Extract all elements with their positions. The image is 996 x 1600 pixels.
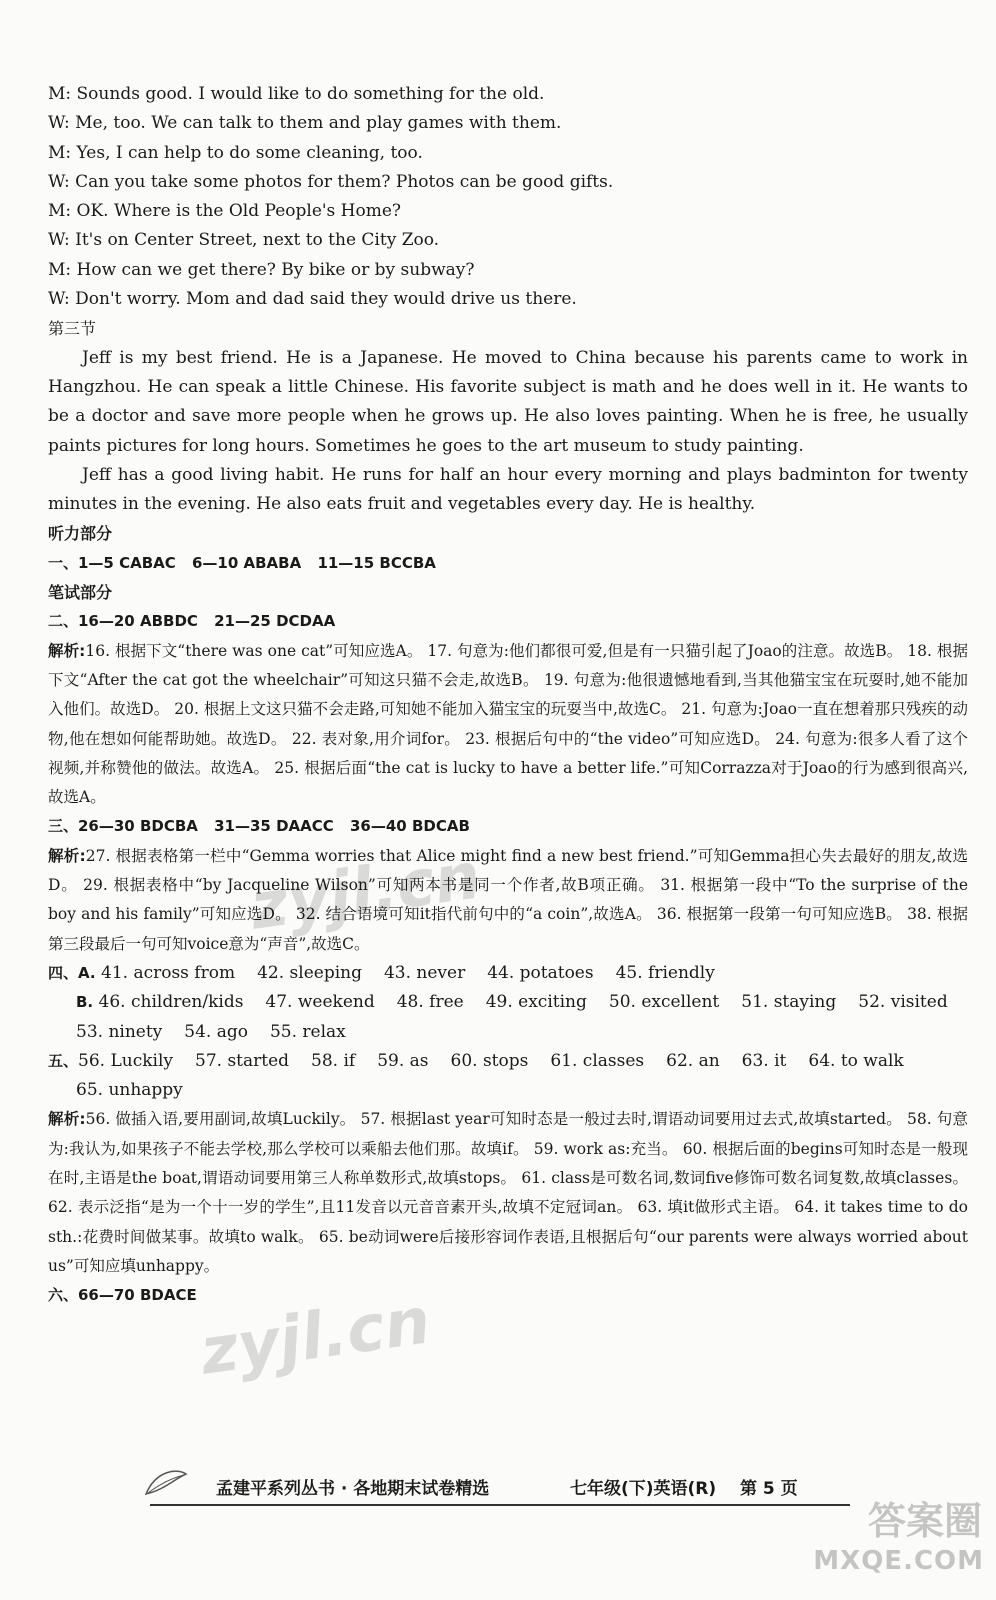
answers-6	[48, 1281, 968, 1310]
answer-group: 6—10 ABABA	[191, 553, 302, 572]
leaf-icon	[142, 1464, 188, 1504]
answer-group: 11—15 BCCBA	[317, 553, 436, 572]
footer-rule	[150, 1504, 850, 1506]
analysis-text: 56. 做插入语,要用副词,故填Luckily。 57. 根据last year可知时态是一般过去时,谓语动词要用过去式,故填started。 58. 句意为:我认为,如果孩子不能去学校,那么学校可以乘船去他们那。故填if。 59. work as:充当。 60. 根据后面的begins可知时态是一般现在时,主语是the boat,谓语动词要用第三人称单数形式,故填stops。 61. class是可数名词,数词five修饰可数名词复数,故填classes。 62. 表示泛指“是为一个十一岁的学生”,且11发音以元音音素开头,故填不定冠词an。 63. 填it做形式主语。 64. it takes time to do sth.:花费时间做某事。故填to walk。 65. be动词were后接形容词作表语,且根据后句“our parents were always worried about us”可知应填unhappy。	[48, 1110, 968, 1275]
dialogue-line: W: Can you take some photos for them? Photos can be good gifts.	[48, 171, 614, 192]
section5	[48, 1047, 968, 1076]
answer-item: 49. exciting	[485, 992, 587, 1013]
page-footer	[150, 1468, 850, 1508]
section-label: 四、A.	[48, 963, 96, 982]
section4-b	[48, 988, 968, 1017]
section-title: 第三节	[48, 319, 97, 339]
answer-item: 63. it	[741, 1050, 787, 1071]
footer-series: 孟建平系列丛书 · 各地期末试卷精选	[216, 1479, 490, 1499]
passage-paragraph: Jeff is my best friend. He is a Japanese. He moved to China because his parents came to work in Hangzhou. He can speak a little Chinese. His favorite subject is math and he does well in it. He wants to be a doctor and save more people when he grows up. He also loves painting. When he is free, he usually paints pictures for long hours. Sometimes he goes to the art museum to study painting.	[48, 347, 968, 456]
answer-item: 51. staying	[741, 992, 837, 1013]
corner-logo	[813, 1488, 988, 1588]
answer-group: 31—35 DAACC	[214, 817, 334, 836]
answer-item: 54. ago	[184, 1021, 248, 1042]
corner-logo-url: MXQE.COM	[813, 1546, 984, 1576]
analysis-label: 解析:	[48, 1110, 86, 1129]
analysis-label: 解析:	[48, 641, 86, 660]
answer-item: 42. sleeping	[257, 962, 362, 983]
answers-2	[48, 607, 968, 636]
analysis-5	[48, 1105, 968, 1281]
answer-item: 48. free	[396, 992, 464, 1013]
watermark: zyjl.cn	[245, 839, 485, 945]
watermark: zyjl.cn	[195, 1284, 435, 1390]
answer-item: 60. stops	[450, 1050, 529, 1071]
answer-item: 61. classes	[550, 1050, 645, 1071]
footer-page: 第 5 页	[740, 1479, 798, 1499]
section5-2	[48, 1076, 968, 1105]
analysis-text: 16. 根据下文“there was one cat”可知应选A。 17. 句意为:他们都很可爱,但是有一只猫引起了Joao的注意。故选B。 18. 根据下文“After the cat got the wheelchair”可知这只猫不会走,故选B。 19. 句意为:他很遗憾地看到,当其他猫宝宝在玩耍时,她不能加入他们。故选D。 20. 根据上文这只猫不会走路,可知她不能加入猫宝宝的玩耍当中,故选C。 21. 句意为:Joao一直在想着那只残疾的动物,他在想如何能帮助她。故选D。 22. 表对象,用介词for。 23. 根据后句中的“the video”可知应选D。 24. 句意为:很多人看了这个视频,并称赞他的做法。故选A。 25. 根据后面“the cat is lucky to have a better life.”可知Corrazza对于Joao的行为感到很高兴,故选A。	[48, 641, 968, 807]
answer-item: 43. never	[383, 962, 466, 983]
footer-grade: 七年级(下)英语(R)	[570, 1479, 717, 1499]
answer-item: 55. relax	[269, 1021, 346, 1042]
answer-item: 59. as	[377, 1050, 429, 1071]
corner-logo-text: 答案圈	[867, 1499, 982, 1543]
answer-group: 六、66—70 BDACE	[48, 1286, 197, 1305]
analysis-2	[48, 637, 968, 813]
analysis-text: 27. 根据表格第一栏中“Gemma worries that Alice might find a new best friend.”可知Gemma担心失去最好的朋友,故选D。 29. 根据表格中“by Jacqueline Wilson”可知两本书是同一个作者,故B项正确。 31. 根据第一段中“To the surprise of the boy and his family”可知应选D。 32. 结合语境可知it指代前句中的“a coin”,故选A。 36. 根据第一段第一句可知应选B。 38. 根据第三段最后一句可知voice意为“声音”,故选C。	[48, 846, 968, 953]
dialogue-line: M: Sounds good. I would like to do something for the old.	[48, 84, 545, 104]
answer-item: 57. started	[195, 1050, 290, 1071]
answer-item: 45. friendly	[615, 962, 715, 983]
answer-item: 62. an	[666, 1050, 720, 1071]
answer-item: 41. across from	[101, 962, 236, 983]
page-content	[48, 80, 968, 1310]
section-label: 五、	[48, 1051, 79, 1070]
answer-item: 52. visited	[858, 992, 948, 1013]
section4-b2	[48, 1018, 968, 1047]
answer-item: 64. to walk	[808, 1050, 904, 1071]
answer-item: 47. weekend	[265, 992, 375, 1013]
answer-item: 58. if	[311, 1050, 356, 1071]
dialogue-line: M: OK. Where is the Old People's Home?	[48, 201, 402, 222]
listening-title: 听力部分	[48, 524, 113, 544]
answer-item: 50. excellent	[608, 992, 720, 1013]
answer-item: 53. ninety	[76, 1021, 163, 1042]
dialogue-line: W: Don't worry. Mom and dad said they would drive us there.	[48, 289, 577, 310]
dialogue-line: W: It's on Center Street, next to the City Zoo.	[48, 230, 440, 251]
answer-item: 44. potatoes	[487, 962, 594, 983]
analysis-label: 解析:	[48, 846, 86, 865]
analysis-3	[48, 842, 968, 959]
answer-group: 一、1—5 CABAC	[48, 553, 176, 572]
dialogue-line: M: How can we get there? By bike or by subway?	[48, 259, 475, 280]
answer-item: 65. unhappy	[76, 1080, 183, 1101]
answers-1	[48, 549, 968, 578]
answer-group: 二、16—20 ABBDC	[48, 612, 198, 631]
answer-item: 56. Luckily	[78, 1050, 173, 1071]
section-label: B.	[76, 993, 94, 1012]
answers-3	[48, 812, 968, 841]
section4-a	[48, 959, 968, 988]
dialogue-line: W: Me, too. We can talk to them and play games with them.	[48, 113, 562, 134]
answer-group: 三、26—30 BDCBA	[48, 817, 198, 836]
writing-title: 笔试部分	[48, 583, 113, 603]
answer-item: 46. children/kids	[98, 992, 244, 1013]
answer-group: 36—40 BDCAB	[350, 817, 470, 836]
passage-paragraph: Jeff has a good living habit. He runs for half an hour every morning and plays badminton for twenty minutes in the evening. He also eats fruit and vegetables every day. He is healthy.	[48, 464, 968, 515]
answer-group: 21—25 DCDAA	[214, 612, 336, 631]
dialogue-line: M: Yes, I can help to do some cleaning, too.	[48, 142, 423, 163]
